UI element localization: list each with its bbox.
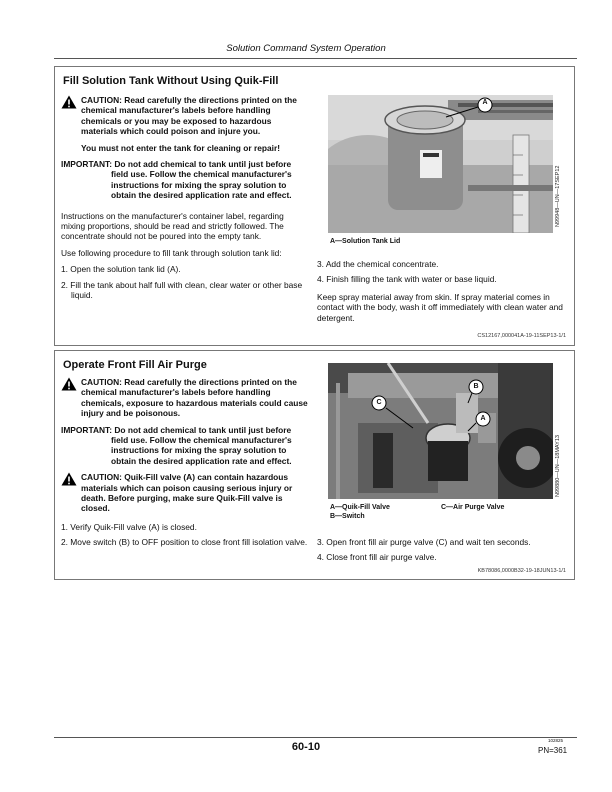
step-item: 3. Open front fill air purge valve (C) and wait ten seconds. xyxy=(317,537,531,547)
left-column xyxy=(61,95,309,306)
caution-block xyxy=(61,95,309,137)
warning-triangle-icon xyxy=(61,95,77,109)
step-item: 4. Close front fill air purge valve. xyxy=(317,552,437,563)
step-item: 2. Fill the tank about half full with clean, clear water or other base liquid. xyxy=(61,279,303,301)
caption-line: B—Switch xyxy=(330,513,365,520)
callout-label: A xyxy=(482,99,488,106)
right-column xyxy=(317,259,569,329)
right-column xyxy=(317,537,569,568)
important-note: IMPORTANT: Do not add chemical to tank until just before field use. Follow the chemical manufacturer's instructions for mixing the spray solution to obtain the desired application rate and effect. xyxy=(61,424,292,466)
paragraph: Instructions on the manufacturer's container label, regarding mixing proportions, should be read and strictly followed. The concentrate should not be poured into the empty tank. xyxy=(61,210,284,242)
document-reference: KB78086,0000B32-19-18JUN13-1/1 xyxy=(477,568,566,574)
image-reference-id: N99948—UN—17SEP12 xyxy=(555,165,561,227)
step-item: 2. Move switch (B) to OFF position to close front fill isolation valve. xyxy=(61,537,308,548)
callout-label: C xyxy=(376,399,382,406)
paragraph: Keep spray material away from skin. If spray material comes in contact with the body, wash it off immediately with clean water and detergent. xyxy=(317,291,563,323)
section-title: Operate Front Fill Air Purge xyxy=(63,359,207,371)
step-item: 1. Verify Quik-Fill valve (A) is closed. xyxy=(61,521,197,532)
caption-line: A—Quik-Fill Valve xyxy=(330,504,390,511)
warning-triangle-icon xyxy=(61,472,77,486)
caution-text: CAUTION: Quik-Fill valve (A) can contain hazardous materials which can poison causing serious injury or death. Before purging, make sure Quik-Fill valve is closed. xyxy=(81,472,293,514)
footer-rule xyxy=(54,737,577,738)
section-fill-solution-tank xyxy=(54,66,575,346)
image-caption: A—Solution Tank Lid xyxy=(330,238,401,245)
callout-label: B xyxy=(473,383,479,390)
image-reference-id: N99880—UN—18MAY13 xyxy=(555,435,561,497)
step-item: 4. Finish filling the tank with water or base liquid. xyxy=(317,274,497,285)
paragraph: Use following procedure to fill tank through solution tank lid: xyxy=(61,247,282,258)
warning-triangle-icon xyxy=(61,377,77,391)
footer-code: 102825 xyxy=(548,738,564,743)
solution-tank-photo xyxy=(328,95,553,233)
running-header: Solution Command System Operation xyxy=(226,43,386,54)
air-purge-photo xyxy=(328,363,553,499)
pn-number: PN=361 xyxy=(538,746,568,755)
page-number: 60-10 xyxy=(291,741,321,753)
callout-label: A xyxy=(480,415,486,422)
important-note: IMPORTANT: Do not add chemical to tank until just before field use. Follow the chemical manufacturer's instructions for mixing the spray solution to obtain the desired application rate and effect. xyxy=(61,159,292,201)
section-title: Fill Solution Tank Without Using Quik-Fill xyxy=(63,75,279,87)
caution-block xyxy=(61,377,309,419)
image-caption xyxy=(330,503,390,521)
left-column xyxy=(61,377,309,553)
caution-text: CAUTION: Read carefully the directions printed on the chemical manufacturer's labels before handling chemicals, exposure to hazardous materials could cause injury and be poisonous. xyxy=(81,377,308,419)
caution-block xyxy=(61,472,309,514)
document-reference: CS12167,000041A-19-11SEP13-1/1 xyxy=(477,333,566,339)
caution-text: CAUTION: Read carefully the directions printed on the chemical manufacturer's labels before handling chemicals or you may be exposed to hazardous materials which could poison and injure you. xyxy=(81,95,297,137)
header-rule xyxy=(54,58,577,59)
step-item: 3. Add the chemical concentrate. xyxy=(317,259,439,269)
section-front-fill-air-purge xyxy=(54,350,575,580)
step-item: 1. Open the solution tank lid (A). xyxy=(61,264,181,275)
image-caption: C—Air Purge Valve xyxy=(441,504,505,511)
caution-subtext: You must not enter the tank for cleaning or repair! xyxy=(81,142,281,153)
